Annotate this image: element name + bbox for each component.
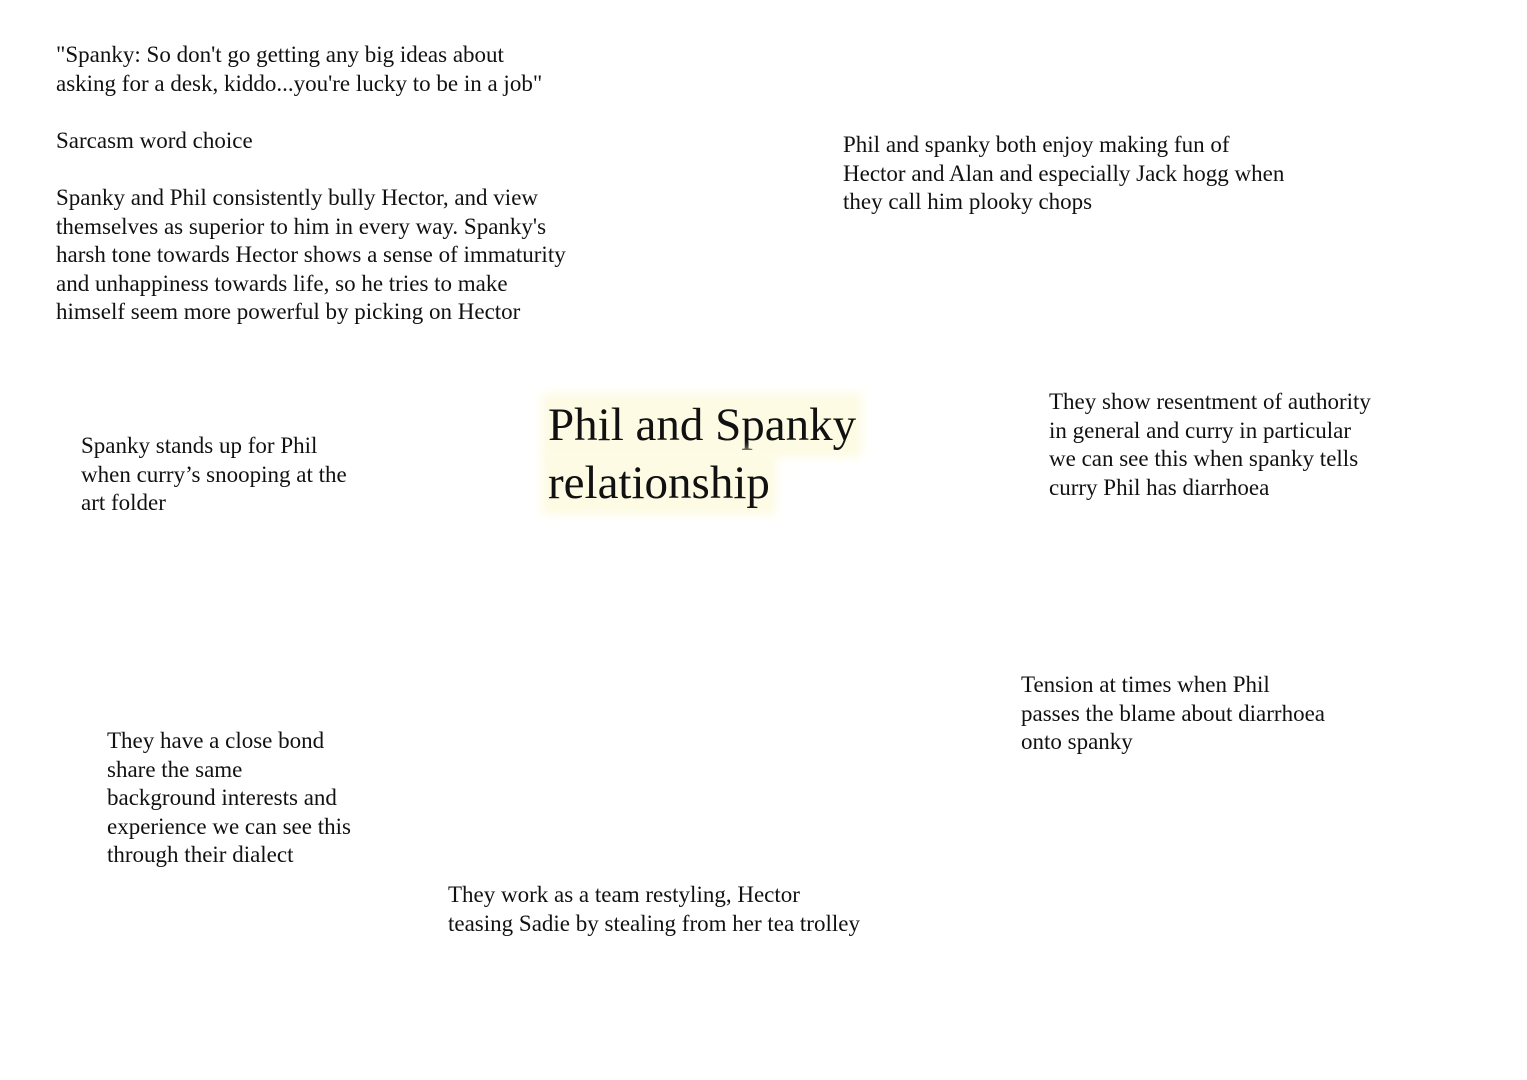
- close-bond-note: They have a close bond share the same background interests and experience we can see this through their dialect: [107, 728, 351, 867]
- analysis-note: Spanky and Phil consistently bully Hector, and view themselves as superior to him in every way. Spanky's harsh tone towards Hector shows a sense of immaturity and unhappiness towards life, so he tries to make himself seem more powerful by picking on Hector: [56, 185, 566, 324]
- tension-note: Tension at times when Phil passes the blame about diarrhoea onto spanky: [1021, 672, 1325, 754]
- technique-note: Sarcasm word choice: [56, 128, 253, 153]
- make-fun-note: Phil and spanky both enjoy making fun of Hector and Alan and especially Jack hogg when they call him plooky chops: [843, 132, 1285, 214]
- title-line-1: Phil and Spanky: [548, 399, 857, 451]
- quote-note: "Spanky: So don't go getting any big ideas about asking for a desk, kiddo...you're lucky to be in a job": [56, 42, 543, 96]
- stands-up-note: Spanky stands up for Phil when curry’s snooping at the art folder: [81, 433, 347, 515]
- page-title: [548, 396, 856, 512]
- resentment-note: They show resentment of authority in general and curry in particular we can see this when spanky tells curry Phil has diarrhoea: [1049, 389, 1371, 500]
- team-note: They work as a team restyling, Hector teasing Sadie by stealing from her tea trolley: [448, 882, 860, 936]
- title-line-2: relationship: [548, 457, 770, 509]
